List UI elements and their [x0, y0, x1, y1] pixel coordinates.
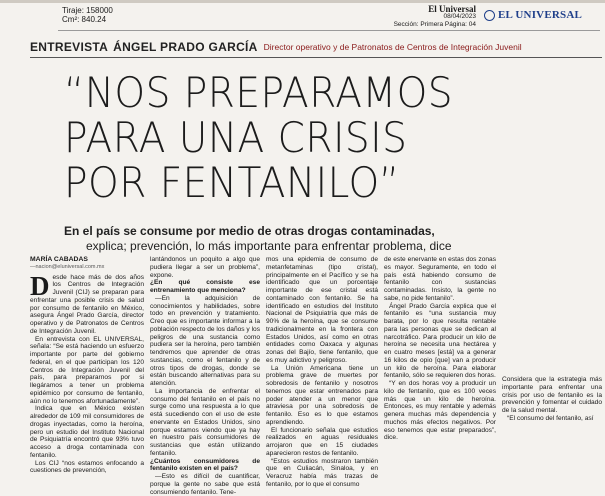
headline	[64, 70, 566, 205]
interviewee-role: Director operativo y de Patronatos de Centros de Integración Juvenil	[263, 42, 522, 52]
headline-line: POR FENTANILO”	[64, 158, 400, 207]
clipping-meta-right	[390, 5, 476, 29]
paragraph: En entrevista con EL UNIVERSAL, señala: “Se está haciendo un esfuerzo importante por parte del gobierno federal, en el que participan los 120 Centros de Integración Juvenil del país, para prepararnos por si llegáramos a tener un problema epidémico por consumo de fentanilo, aún no lo tenemos afortunadamente”.	[30, 335, 144, 405]
headline-line: “NOS PREPARAMOS	[64, 68, 454, 117]
deck-line-1: En el país se consume por medio de otras drogas contaminadas,	[64, 224, 435, 238]
column-4	[384, 256, 496, 442]
byline: MARÍA CABADAS	[30, 256, 88, 263]
kicker-label: ENTREVISTA	[30, 40, 109, 54]
column-3	[266, 256, 378, 489]
paragraph: Considera que la estrategia más importante para enfrentar una crisis por uso de fentanilo es la prevención y fomentar el cuidado de la salud mental.	[502, 376, 602, 414]
paragraph: de este enervante en estas dos zonas es mayor. Seguramente, en todo el país está habiendo consumo de fentanilo con sustancias contaminadas. Insisto, la gente no sabe, no pide fentanilo”.	[384, 256, 496, 302]
paragraph: “Y en dos horas voy a producir un kilo de fentanilo, que es 100 veces más que un kilo de heroína. Entonces, es muy rentable y además genera muchas más dependencia y muchos más efectos negativos. Por eso tenemos que estar preparados”, dice.	[384, 380, 496, 442]
interview-question: ¿Cuántos consumidores de fentanilo existen en el país?	[150, 457, 260, 473]
paragraph: Ángel Prado García explica que el fentanilo es “una sustancia muy barata, por lo que resulta rentable para las personas que se dedican al narcotráfico. Para producir un kilo de heroína se necesita una hectárea y en cuatro meses [está] va a generar 16 kilos de opio [que] van a producir un kilo de heroína. Para elaborar fentanilo, sólo se requieren dos horas.	[384, 302, 496, 380]
column-1	[30, 256, 144, 475]
interview-question: ¿En qué consiste ese entrenamiento que menciona?	[150, 279, 260, 294]
publication-date: 08/04/2023	[443, 13, 476, 20]
paragraph: lantándonos un poquito a algo que pudiera llegar a ser un problema”, expone.	[150, 256, 260, 279]
paper-name: El Universal	[428, 4, 476, 14]
kicker-divider	[30, 57, 602, 58]
interviewee-name: ÁNGEL PRADO GARCÍA	[113, 40, 258, 54]
deck	[64, 224, 604, 254]
paragraph: El funcionario señala que estudios realizados en aguas residuales arrojaron que en 15 ciudades aparecieron restos de fentanilo.	[266, 426, 378, 457]
paragraph: —En la adquisición de conocimientos y habilidades, sobre todo en prevención y tratamiento. Creo que es importante informar a la población respecto de los daños y los peligros de una sustancia como pudiera ser la heroína, pero también tendremos que aprender de otras sustancias, como el fentanilo y de otros tipos de drogas, donde se están buscando alternativas para su atención.	[150, 294, 260, 387]
paragraph: Desde hace más de dos años los Centros de Integración Juvenil (CIJ) se preparan para enfrentar una posible crisis de salud por consumo de fentanilo en México, asegura Ángel Prado García, director operativo y de Patronatos de Centros de Integración Juvenil.	[30, 270, 144, 335]
paragraph: La importancia de enfrentar el consumo del fentanilo en el país no surge como una respuesta a lo que está sucediendo con el uso de este enervante en Estados Unidos, sino porque estamos viendo que ya hay en nuestro país consumidores de sustancias que están utilizando fentanilo.	[150, 387, 260, 457]
headline-line: PARA UNA CRISIS	[64, 113, 408, 162]
paragraph: “Estos estudios mostraron también que en Culiacán, Sinaloa, y en Veracruz había más trazas de fentanilo, por lo que el consumo	[266, 457, 378, 488]
paragraph: “El consumo del fentanilo, así	[507, 414, 594, 422]
top-strip	[0, 0, 605, 3]
author-email: —nacion@eluniversal.com.mx	[30, 263, 105, 270]
column-2	[150, 256, 260, 496]
el-universal-logo	[484, 8, 600, 22]
header-divider	[58, 30, 600, 31]
logo-text: EL UNIVERSAL	[498, 9, 583, 21]
seal-icon	[484, 10, 495, 21]
section-page: Sección: Primera Página: 04	[393, 21, 476, 28]
deck-line-2: explica; prevención, lo más importante para enfrentar problema, dice	[86, 239, 452, 253]
article-body	[30, 256, 602, 494]
column-5	[502, 256, 602, 423]
paragraph: mos una epidemia de consumo de metanfetaminas (tipo cristal), principalmente en el Pacífico y se ha identificado que un porcentaje importante de ese cristal está contaminado con fentanilo. Se ha identificado en estudios del Instituto Nacional de Psiquiatría que más de 90% de la heroína, que se consume tradicionalmente en la frontera con Estados Unidos, así como en otras entidades como Oaxaca y algunas zonas del Bajío, tiene fentanilo, que es muy adictivo y peligroso.	[266, 256, 378, 364]
paragraph: —Esto es difícil de cuantificar, porque la gente no sabe que está consumiendo fentanilo. Tene-	[150, 473, 260, 496]
clipping-meta-left	[62, 6, 113, 24]
drop-cap: D	[30, 270, 50, 301]
paragraph: Los CIJ “nos estamos enfocando a cuestiones de prevención,	[30, 459, 144, 475]
kicker	[30, 40, 602, 54]
paragraph: Indica que en México existen alrededor de 109 mil consumidores de drogas inyectadas, como la heroína, pero un estudio del Instituto Nacional de Psiquiatría encontró que 93% tuvo acceso a droga contaminada con fentanilo.	[30, 405, 144, 459]
circulation: Tiraje: 158000	[62, 6, 113, 15]
paragraph: La Unión Americana tiene un problema grave de muertes por sobredosis de fentanilo y nosotros tenemos que estar entrenados para poder atender a un menor que atraviesa por una sobredosis de fentanilo. Eso es lo que estamos aprendiendo.	[266, 364, 378, 426]
area-cm2: Cm²: 840.24	[62, 15, 107, 24]
